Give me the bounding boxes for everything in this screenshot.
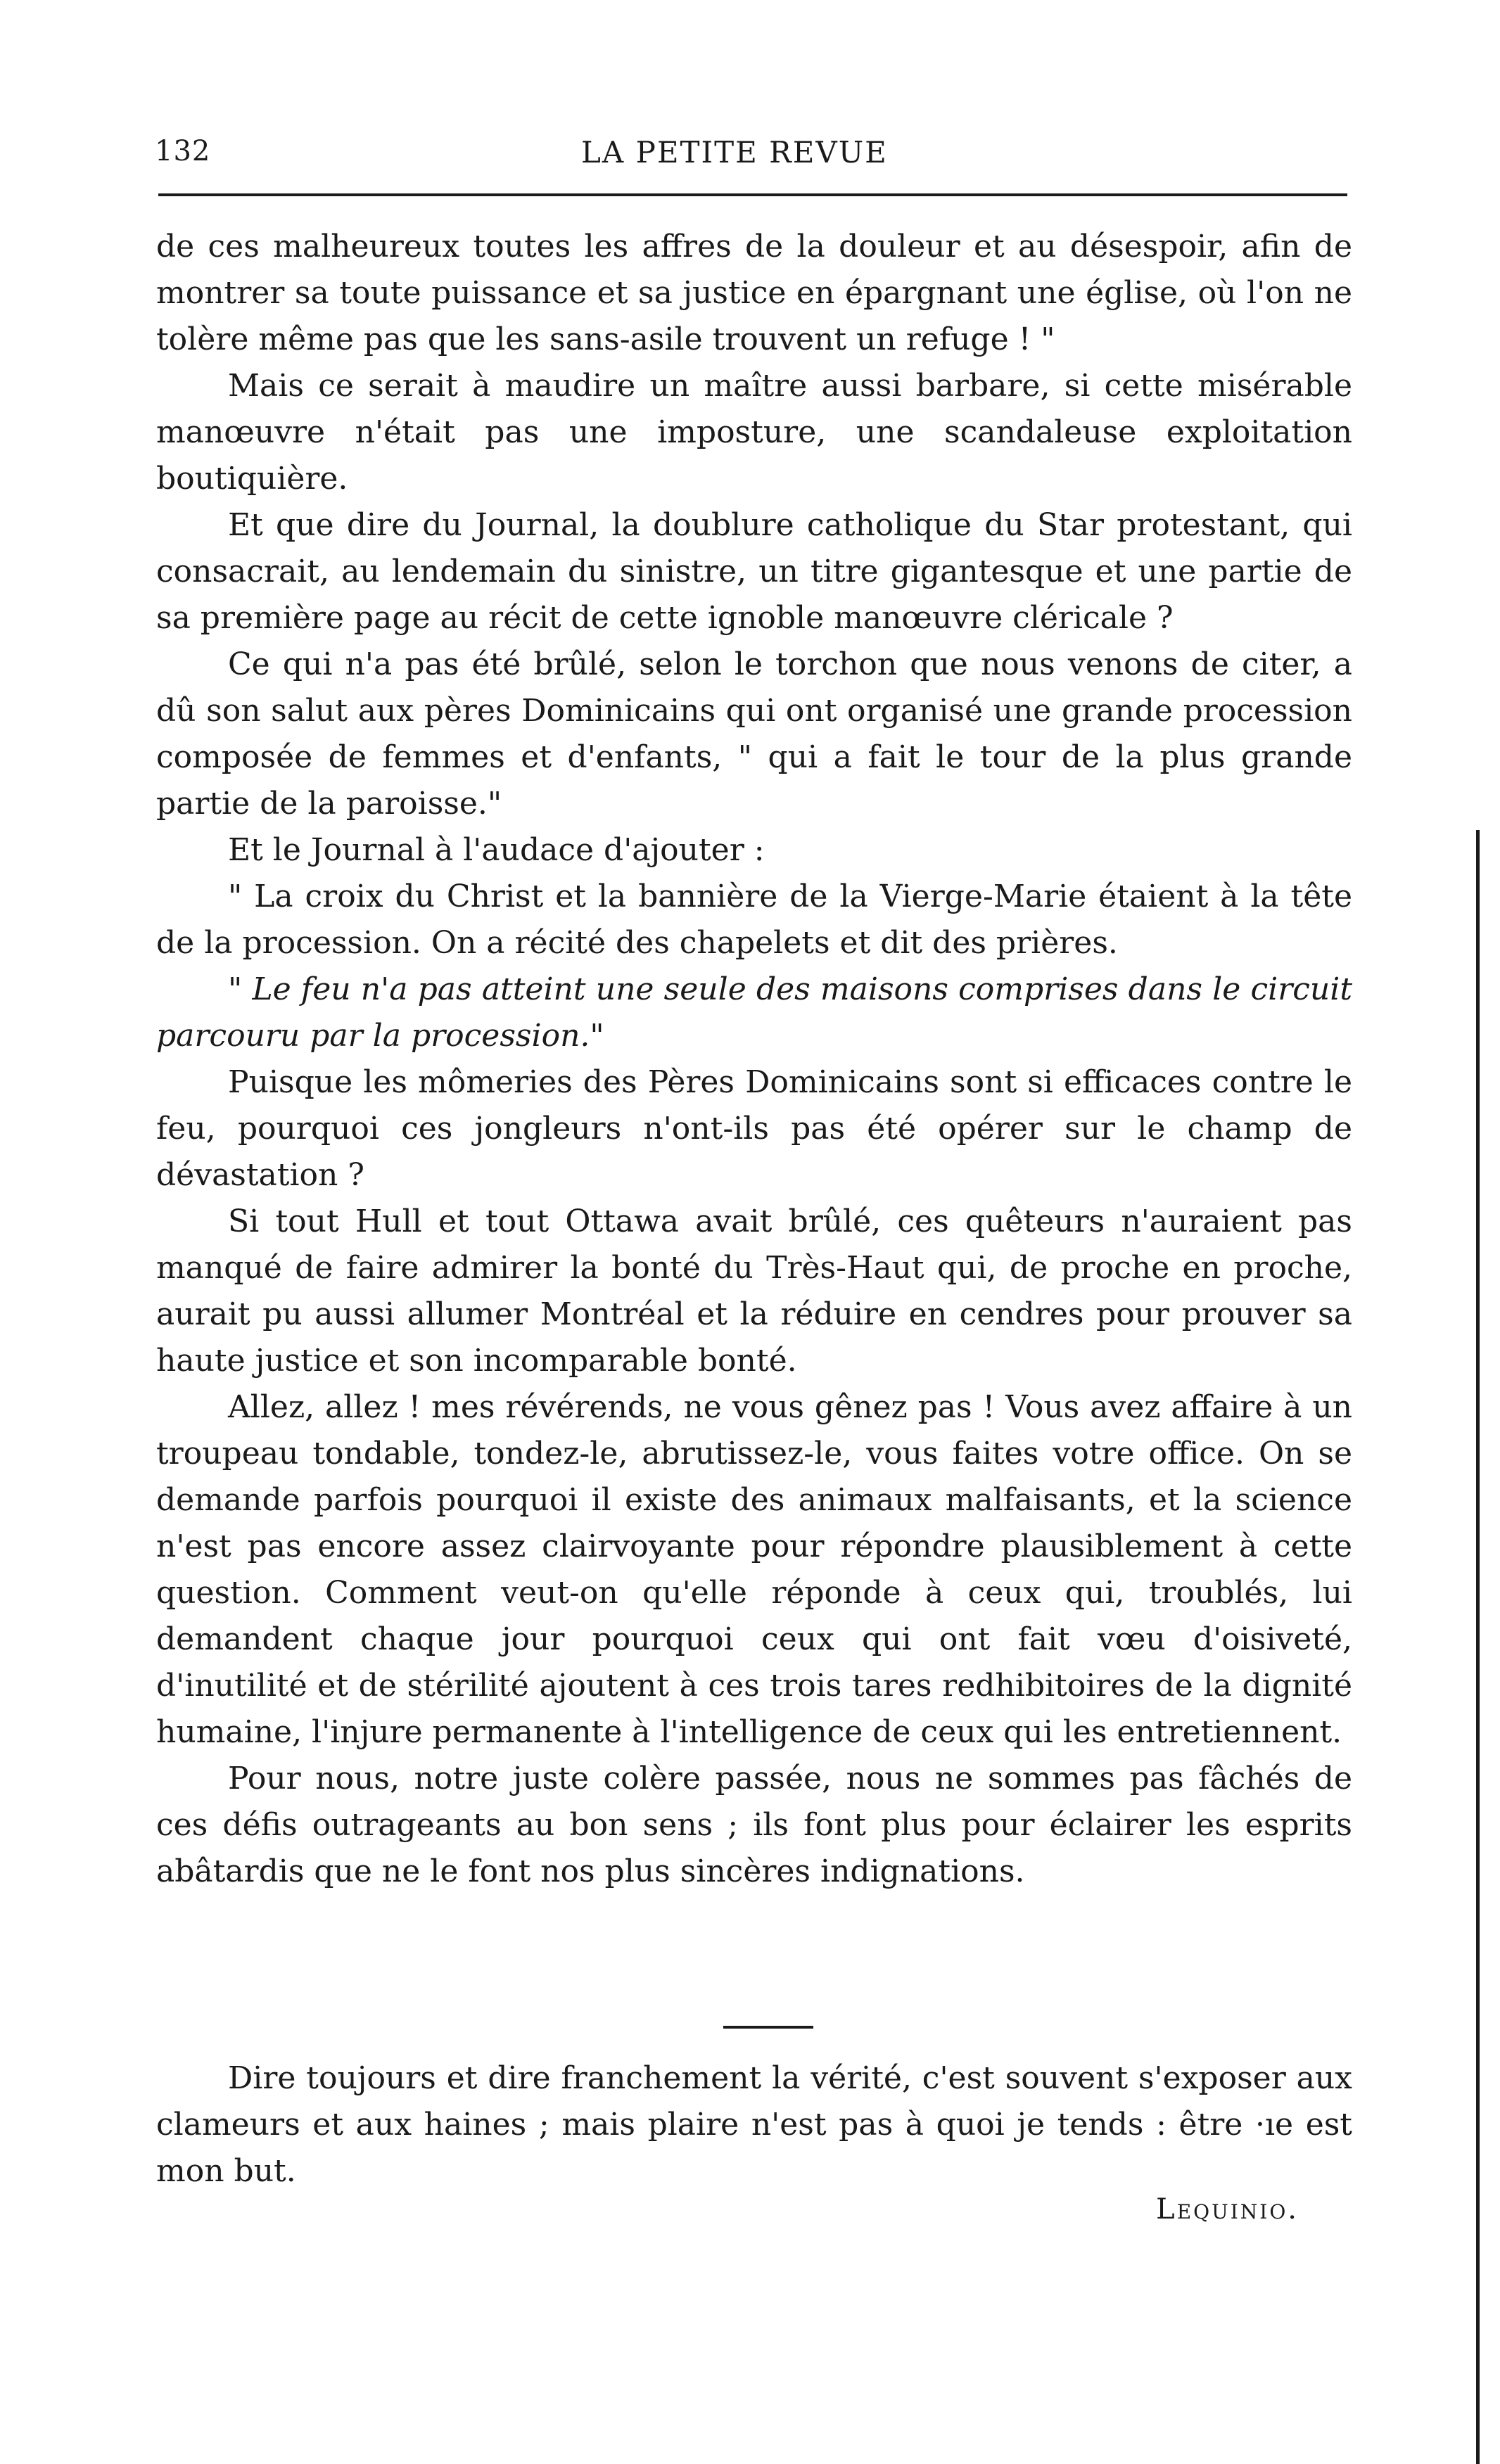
paragraph: Allez, allez ! mes révérends, ne vous gênez pas ! Vous avez affaire à un troupeau tondable, tondez-le, abrutissez-le, vous faites votre office. On se demande parfois pourquoi il existe des animaux malfaisants, et la science n'est pas encore assez clairvoyante pour répondre plausiblement à cette question. Comment veut-on qu'elle réponde à ceux qui, troublés, lui demandent chaque jour pourquoi ceux qui ont fait vœu d'oisiveté, d'inutilité et de stérilité ajoutent à ces trois tares redhibitoires de la dignité humaine, l'injure permanente à l'intelligence de ceux qui les entretiennent.	[156, 1389, 1352, 1750]
page-number: 132	[155, 135, 211, 167]
body-text	[156, 224, 1352, 1895]
paragraph: Ce qui n'a pas été brûlé, selon le torchon que nous venons de citer, a dû son salut aux pères Dominicains qui ont organisé une grande procession composée de femmes et d'enfants, " qui a fait le tour de la plus grande partie de la paroisse."	[156, 646, 1352, 822]
paragraph: Mais ce serait à maudire un maître aussi barbare, si cette misérable manœuvre n'était pas une imposture, une scandaleuse exploitation boutiquière.	[156, 368, 1352, 497]
page-edge-line	[1476, 830, 1480, 2464]
running-title: LA PETITE REVUE	[581, 135, 888, 170]
signature: Lequinio.	[1156, 2193, 1299, 2226]
epigraph-text: Dire toujours et dire franchement la vérité, c'est souvent s'exposer aux clameurs et aux haines ; mais plaire n'est pas à quoi je tends : être ·ıe est mon but.	[156, 2060, 1352, 2189]
paragraph: " La croix du Christ et la bannière de la Vierge-Marie étaient à la tête de la procession. On a récité des chapelets et dit des prières.	[156, 879, 1352, 961]
paragraph: Et le Journal à l'audace d'ajouter :	[228, 832, 765, 868]
section-separator	[723, 2026, 813, 2029]
epigraph	[156, 2055, 1352, 2195]
paragraph: Puisque les mômeries des Pères Dominicains sont si efficaces contre le feu, pourquoi ces jongleurs n'ont-ils pas été opérer sur le champ de dévastation ?	[156, 1064, 1352, 1193]
paragraph: Si tout Hull et tout Ottawa avait brûlé, ces quêteurs n'auraient pas manqué de faire admirer la bonté du Très-Haut qui, de proche en proche, aurait pu aussi allumer Montréal et la réduire en cendres pour prouver sa haute justice et son incomparable bonté.	[156, 1204, 1352, 1379]
header-rule	[158, 193, 1347, 196]
paragraph: de ces malheureux toutes les affres de la douleur et au désespoir, afin de montrer sa toute puissance et sa justice en épargnant une église, où l'on ne tolère même pas que les sans-asile trouvent un refuge ! "	[156, 229, 1352, 357]
paragraph: Et que dire du Journal, la doublure catholique du Star protestant, qui consacrait, au lendemain du sinistre, un titre gigantesque et une partie de sa première page au récit de cette ignoble manœuvre cléricale ?	[156, 507, 1352, 636]
page-header	[155, 135, 1347, 184]
paragraph-italic-quote: " Le feu n'a pas atteint une seule des maisons comprises dans le circuit parcouru par la procession."	[156, 971, 1352, 1054]
paragraph: Pour nous, notre juste colère passée, nous ne sommes pas fâchés de ces défis outrageants au bon sens ; ils font plus pour éclairer les esprits abâtardis que ne le font nos plus sincères indignations.	[156, 1761, 1352, 1889]
